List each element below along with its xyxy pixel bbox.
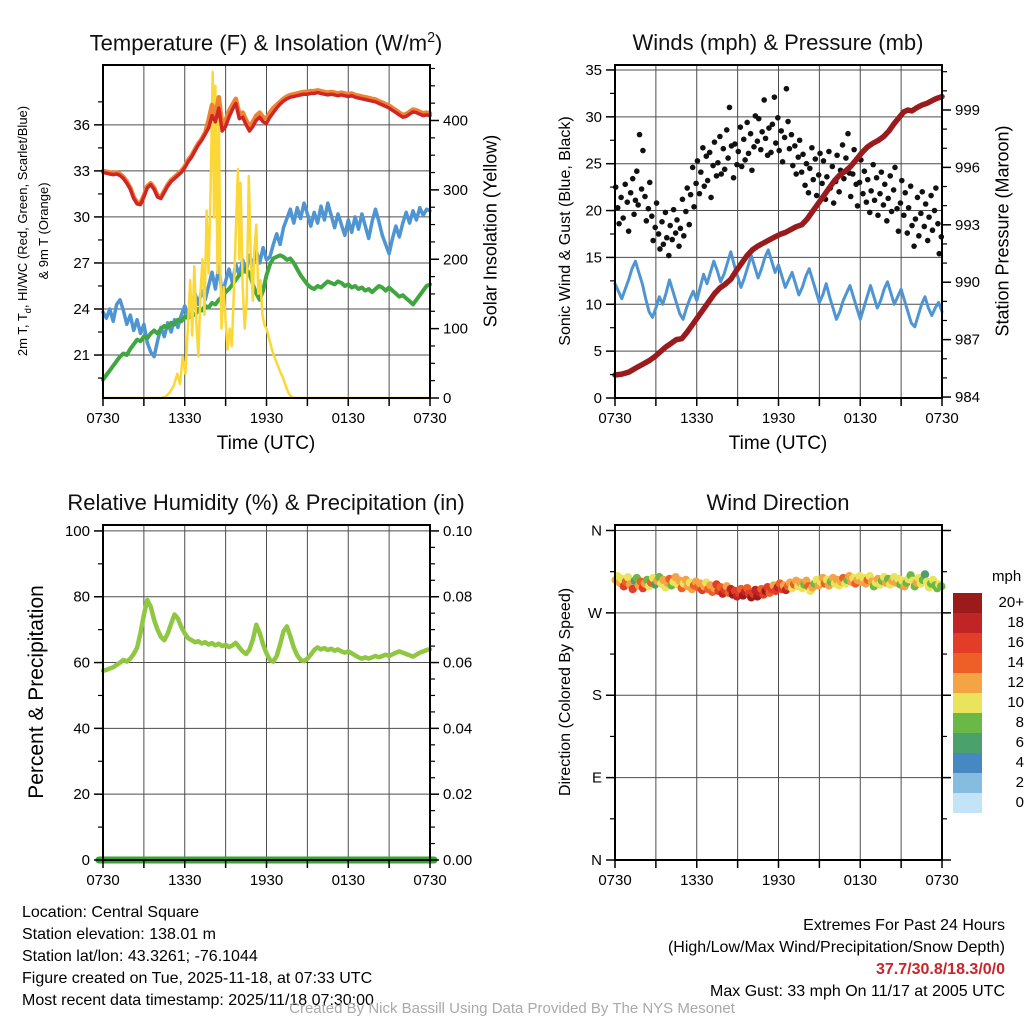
svg-text:0730: 0730 — [598, 872, 632, 889]
svg-text:0.04: 0.04 — [443, 720, 473, 738]
colorbar-label: 16 — [1007, 634, 1024, 651]
wind-gust-y-axis-label: Sonic Wind & Gust (Blue, Black) — [557, 116, 574, 346]
station-location: Location: Central Square — [22, 904, 199, 921]
axis-label-text: & 9m T (Orange) — [35, 182, 51, 280]
svg-text:0: 0 — [593, 390, 602, 407]
svg-text:0730: 0730 — [86, 410, 120, 427]
svg-text:0.02: 0.02 — [443, 786, 473, 804]
colorbar-label: 18 — [1007, 614, 1024, 631]
svg-text:0.06: 0.06 — [443, 654, 473, 672]
colorbar-label: 10 — [1007, 694, 1024, 711]
svg-text:30: 30 — [585, 108, 602, 126]
temperature-chart-title — [90, 30, 443, 56]
colorbar-label: 2 — [1015, 774, 1024, 791]
svg-text:30: 30 — [73, 208, 90, 226]
svg-text:0.08: 0.08 — [443, 588, 473, 606]
svg-text:1330: 1330 — [680, 872, 714, 889]
colorbar-label: 14 — [1007, 654, 1024, 671]
svg-text:993: 993 — [955, 216, 981, 234]
svg-text:1930: 1930 — [249, 410, 284, 427]
svg-text:36: 36 — [73, 116, 90, 134]
winds-chart-title: Winds (mph) & Pressure (mb) — [632, 30, 924, 55]
colorbar-segment — [953, 713, 982, 733]
svg-text:24: 24 — [73, 300, 90, 318]
svg-text:100: 100 — [443, 320, 469, 338]
svg-text:1930: 1930 — [249, 872, 284, 889]
svg-text:400: 400 — [443, 112, 469, 130]
station-elevation: Station elevation: 138.01 m — [22, 926, 216, 943]
svg-text:996: 996 — [955, 159, 981, 177]
extremes-heading: Extremes For Past 24 Hours — [803, 917, 1005, 934]
svg-text:1330: 1330 — [168, 410, 202, 427]
direction-y-axis-label: Direction (Colored By Speed) — [557, 587, 574, 797]
colorbar-segment — [953, 773, 982, 793]
svg-text:27: 27 — [73, 254, 90, 272]
svg-text:20: 20 — [73, 786, 90, 804]
svg-text:0.10: 0.10 — [443, 522, 473, 540]
extremes-summary — [668, 915, 1005, 1003]
svg-text:21: 21 — [73, 347, 90, 365]
station-info — [22, 902, 374, 1012]
humidity-chart-title: Relative Humidity (%) & Precipitation (in) — [67, 490, 465, 515]
svg-text:35: 35 — [585, 61, 602, 79]
colorbar-segment — [953, 753, 982, 773]
pressure-y-axis-label: Station Pressure (Maroon) — [992, 125, 1013, 337]
svg-text:1930: 1930 — [761, 872, 796, 889]
svg-text:987: 987 — [955, 331, 981, 349]
axis-label-text: 2m T, T — [15, 313, 31, 357]
svg-text:1330: 1330 — [680, 410, 714, 427]
svg-text:1330: 1330 — [168, 872, 202, 889]
colorbar-label: 12 — [1007, 674, 1024, 691]
colorbar-segment — [953, 613, 982, 633]
time-utc-x-label: Time (UTC) — [216, 433, 316, 454]
extremes-values: 37.7/30.8/18.3/0/0 — [876, 961, 1005, 978]
svg-text:0130: 0130 — [843, 872, 877, 889]
svg-text:0.00: 0.00 — [443, 852, 473, 869]
svg-text:40: 40 — [73, 720, 90, 738]
title-superscript: 2 — [427, 30, 436, 46]
colorbar-title: mph — [992, 568, 1022, 585]
svg-text:0: 0 — [81, 852, 90, 869]
max-gust-text: Max Gust: 33 mph On 11/17 at 2005 UTC — [710, 983, 1005, 1000]
svg-text:300: 300 — [443, 181, 469, 199]
svg-text:60: 60 — [73, 654, 90, 672]
time-utc-x-label: Time (UTC) — [728, 433, 828, 454]
percent-precip-y-axis-label: Percent & Precipitation — [25, 585, 48, 799]
svg-text:0130: 0130 — [331, 410, 365, 427]
svg-text:E: E — [591, 769, 602, 787]
svg-text:100: 100 — [64, 522, 90, 540]
colorbar-segment — [953, 633, 982, 653]
svg-text:5: 5 — [593, 343, 602, 361]
svg-text:984: 984 — [955, 389, 981, 407]
svg-text:S: S — [591, 687, 602, 705]
wind-direction-chart-title: Wind Direction — [706, 490, 850, 515]
colorbar-label: 0 — [1015, 794, 1024, 811]
svg-text:0130: 0130 — [331, 872, 365, 889]
svg-text:80: 80 — [73, 588, 90, 606]
insolation-y-axis-label: Solar Insolation (Yellow) — [480, 134, 501, 328]
svg-text:W: W — [587, 604, 602, 622]
colorbar-segment — [953, 733, 982, 753]
colorbar-segment — [953, 693, 982, 713]
colorbar-label: 20+ — [998, 594, 1024, 611]
svg-text:990: 990 — [955, 274, 981, 292]
credit-line: Created By Nick Bassill Using Data Provided By The NYS Mesonet — [289, 1000, 735, 1017]
svg-text:33: 33 — [73, 162, 90, 180]
axis-label-text: , HI/WC (Red, Green, Scarlet/Blue) — [15, 105, 31, 309]
svg-text:25: 25 — [585, 155, 602, 173]
figure-created-timestamp: Figure created on Tue, 2025-11-18, at 07:33 UTC — [22, 970, 373, 987]
svg-text:N: N — [591, 852, 602, 869]
colorbar-segment — [953, 793, 982, 813]
axis-label-subscript: d — [22, 308, 33, 314]
svg-text:0: 0 — [443, 390, 452, 407]
svg-text:N: N — [591, 522, 602, 540]
svg-text:200: 200 — [443, 251, 469, 269]
extremes-subheading: (High/Low/Max Wind/Precipitation/Snow Depth) — [667, 939, 1005, 956]
svg-text:999: 999 — [955, 101, 981, 119]
svg-text:0730: 0730 — [86, 872, 120, 889]
svg-text:0130: 0130 — [843, 410, 877, 427]
colorbar-label: 4 — [1015, 754, 1024, 771]
colorbar-label: 8 — [1015, 714, 1024, 731]
svg-text:0730: 0730 — [925, 872, 959, 889]
colorbar-segment — [953, 593, 982, 613]
svg-text:0730: 0730 — [413, 410, 447, 427]
svg-text:15: 15 — [585, 249, 602, 267]
svg-text:20: 20 — [585, 202, 602, 220]
svg-text:1930: 1930 — [761, 410, 796, 427]
title-text: Temperature (F) & Insolation (W/m — [89, 30, 428, 56]
station-latlon: Station lat/lon: 43.3261; -76.1044 — [22, 948, 258, 965]
colorbar-segment — [953, 653, 982, 673]
most-recent-data-timestamp: Most recent data timestamp: 2025/11/18 07:30:00 — [22, 992, 374, 1009]
temperature-y-axis-label — [15, 106, 51, 356]
svg-text:0730: 0730 — [925, 410, 959, 427]
title-text: ) — [435, 30, 443, 56]
svg-text:0730: 0730 — [598, 410, 632, 427]
svg-text:0730: 0730 — [413, 872, 447, 889]
colorbar-segment — [953, 673, 982, 693]
colorbar-label: 6 — [1015, 734, 1024, 751]
svg-text:10: 10 — [585, 296, 602, 314]
